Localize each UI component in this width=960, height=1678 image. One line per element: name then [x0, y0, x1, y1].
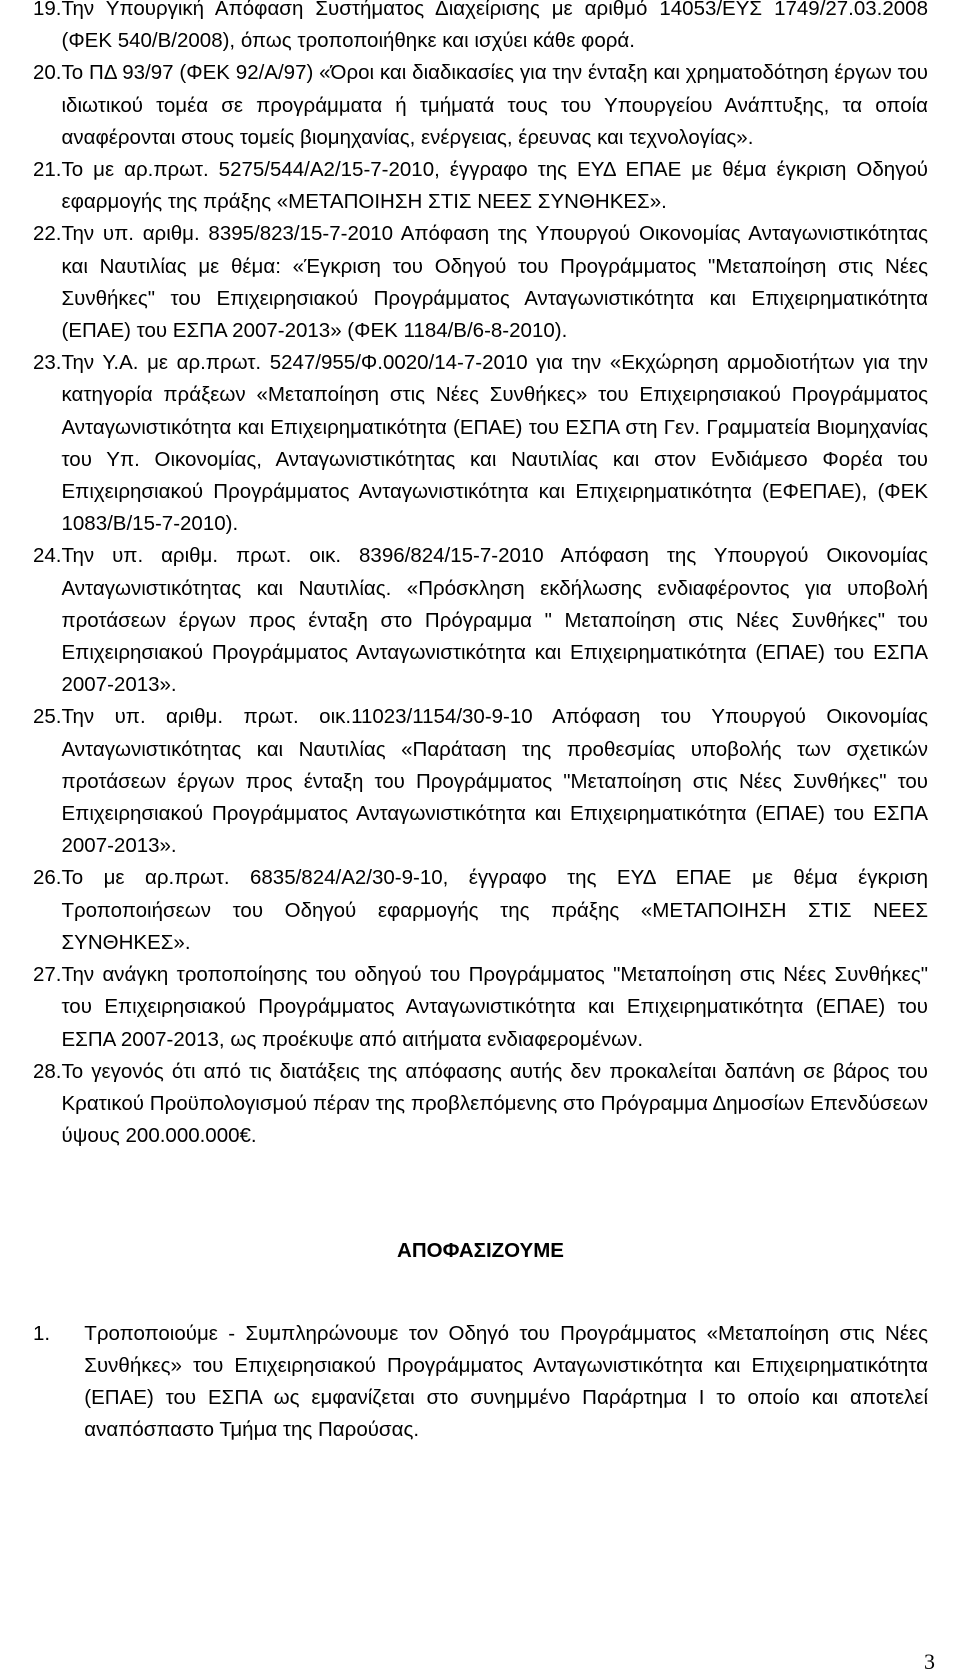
document-page — [33, 0, 928, 1446]
list-item-24 — [33, 540, 928, 701]
list-item-19 — [33, 0, 928, 57]
section-heading: ΑΠΟΦΑΣΙΖΟΥΜΕ — [397, 1239, 564, 1263]
list-item-23 — [33, 347, 928, 540]
item-number: 20. — [33, 61, 62, 85]
spacer — [33, 1268, 928, 1318]
item-text: Την Υπουργική Απόφαση Συστήματος Διαχείρισης με αριθμό 14053/ΕΥΣ 1749/27.03.2008 (ΦΕΚ 540/Β/2008), όπως τροποποιήθηκε και ισχύει κάθε φορά. — [61, 0, 928, 53]
list-item-20 — [33, 57, 928, 154]
list-item-26 — [33, 862, 928, 959]
list-item-21 — [33, 154, 928, 218]
spacer — [33, 1152, 928, 1235]
item-number: 19. — [33, 0, 62, 20]
item-text: Το γεγονός ότι από τις διατάξεις της απόφασης αυτής δεν προκαλείται δαπάνη σε βάρος του Κρατικού Προϋπολογισμού πέραν της προβλεπόμενης στο Πρόγραμμα Δημοσίων Επενδύσεων ύψους 200.000.000€. — [61, 1059, 928, 1148]
decision-item-1 — [33, 1318, 928, 1447]
item-text: Την υπ. αριθμ. 8395/823/15-7-2010 Απόφαση της Υπουργού Οικονομίας Ανταγωνιστικότητας και Ναυτιλίας με θέμα: «Έγκριση του Οδηγού του Προγράμματος "Μεταποίηση στις Νέες Συνθήκες" του Επιχειρησιακού Προγράμματος Ανταγωνιστικότητα και Επιχειρηματικότητα (ΕΠΑΕ) του ΕΣΠΑ 2007-2013» (ΦΕΚ 1184/Β/6-8-2010). — [61, 222, 928, 343]
item-number: 28. — [33, 1059, 62, 1083]
item-text: Το με αρ.πρωτ. 5275/544/Α2/15-7-2010, έγγραφο της ΕΥΔ ΕΠΑΕ με θέμα έγκριση Οδηγού εφαρμογής της πράξης «ΜΕΤΑΠΟΙΗΣΗ ΣΤΙΣ ΝΕΕΣ ΣΥΝΘΗΚΕΣ». — [61, 158, 928, 214]
item-number: 26. — [33, 866, 62, 890]
item-number: 22. — [33, 222, 62, 246]
item-text: Την Υ.Α. με αρ.πρωτ. 5247/955/Φ.0020/14-7-2010 για την «Εκχώρηση αρμοδιοτήτων για την κατηγορία πράξεων «Μεταποίηση στις Νέες Συνθήκες» του Επιχειρησιακού Προγράμματος Ανταγωνιστικότητα και Επιχειρηματικότητα (ΕΠΑΕ) του ΕΣΠΑ στη Γεν. Γραμματεία Βιομηχανίας του Υπ. Οικονομίας, Ανταγωνιστικότητας και Ναυτιλίας και στον Ενδιάμεσο Φορέα του Επιχειρησιακού Προγράμματος Ανταγωνιστικότητα και Επιχειρηματικότητα (ΕΦΕΠΑΕ), (ΦΕΚ 1083/Β/15-7-2010). — [61, 351, 928, 536]
list-item-22 — [33, 218, 928, 347]
list-item-25 — [33, 701, 928, 862]
item-number: 24. — [33, 544, 62, 568]
list-item-28 — [33, 1056, 928, 1153]
list-item-27 — [33, 959, 928, 1056]
item-text: Τροποποιούμε - Συμπληρώνουμε τον Οδηγό του Προγράμματος «Μεταποίηση στις Νέες Συνθήκες» του Επιχειρησιακού Προγράμματος Ανταγωνιστικότητα και Επιχειρηματικότητα (ΕΠΑΕ) του ΕΣΠΑ ως εμφανίζεται στο συνημμένο Παράρτημα Ι το οποίο και αποτελεί αναπόσπαστο Τμήμα της Παρούσας. — [84, 1321, 928, 1442]
item-text: Την ανάγκη τροποποίησης του οδηγού του Προγράμματος "Μεταποίηση στις Νέες Συνθήκες" του Επιχειρησιακού Προγράμματος Ανταγωνιστικότητα και Επιχειρηματικότητα (ΕΠΑΕ) του ΕΣΠΑ 2007-2013, ως προέκυψε από αιτήματα ενδιαφερομένων. — [61, 963, 928, 1051]
item-number: 23. — [33, 351, 62, 375]
item-text: Την υπ. αριθμ. πρωτ. οικ. 8396/824/15-7-2010 Απόφαση της Υπουργού Οικονομίας Ανταγωνιστικότητας και Ναυτιλίας. «Πρόσκληση εκδήλωσης ενδιαφέροντος για υποβολή προτάσεων έργων προς ένταξη στο Πρόγραμμα " Μεταποίηση στις Νέες Συνθήκες" του Επιχειρησιακού Προγράμματος Ανταγωνιστικότητα και Επιχειρηματικότητα (ΕΠΑΕ) του ΕΣΠΑ 2007-2013». — [61, 544, 928, 697]
item-number: 21. — [33, 158, 62, 182]
item-number: 25. — [33, 705, 62, 729]
item-number: 27. — [33, 963, 62, 987]
item-text: Την υπ. αριθμ. πρωτ. οικ.11023/1154/30-9-10 Απόφαση του Υπουργού Οικονομίας Ανταγωνιστικότητας και Ναυτιλίας «Παράταση της προθεσμίας υποβολής των σχετικών προτάσεων έργων προς ένταξη του Προγράμματος "Μεταποίηση στις Νέες Συνθήκες" του Επιχειρησιακού Προγράμματος Ανταγωνιστικότητα και Επιχειρηματικότητα (ΕΠΑΕ) του ΕΣΠΑ 2007-2013». — [61, 705, 928, 858]
page-number: 3 — [924, 1649, 935, 1674]
item-text: Το ΠΔ 93/97 (ΦΕΚ 92/Α/97) «Όροι και διαδικασίες για την ένταξη και χρηματοδότηση έργων του ιδιωτικού τομέα σε προγράμματα ή τμήματά τους του Υπουργείου Ανάπτυξης, τα οποία αναφέρονται στους τομείς βιομηχανίας, ενέργειας, έρευνας και τεχνολογίας». — [61, 61, 928, 149]
item-number: 1. — [33, 1321, 51, 1345]
item-text: Το με αρ.πρωτ. 6835/824/Α2/30-9-10, έγγραφο της ΕΥΔ ΕΠΑΕ με θέμα έγκριση Τροποποιήσεων του Οδηγού εφαρμογής της πράξης «ΜΕΤΑΠΟΙΗΣΗ ΣΤΙΣ ΝΕΕΣ ΣΥΝΘΗΚΕΣ». — [61, 866, 928, 954]
